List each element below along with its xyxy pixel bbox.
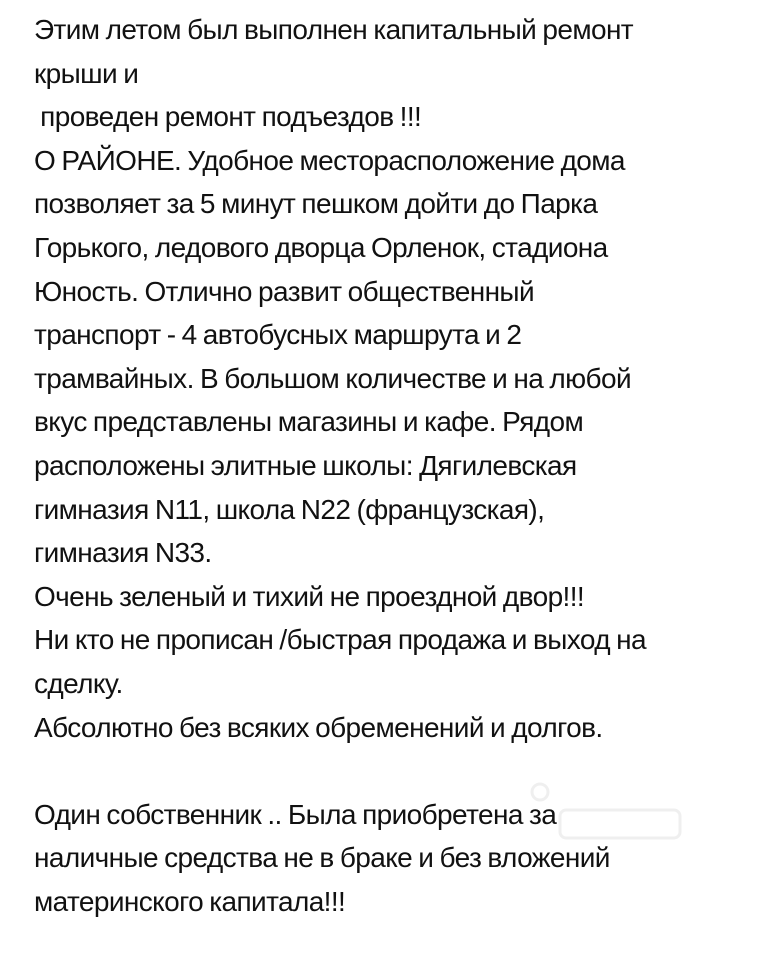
text-line: расположены элитные школы: Дягилевская <box>34 449 577 481</box>
text-line: гимназия N11, школа N22 (французская), <box>34 493 545 525</box>
text-line: Один собственник .. Была приобретена за <box>34 798 557 830</box>
text-line: вкус представлены магазины и кафе. Рядом <box>34 406 584 438</box>
text-line: трамвайных. В большом количестве и на любой <box>34 362 631 394</box>
faint-logo-watermark-icon <box>520 780 700 850</box>
text-line: Абсолютно без всяких обременений и долгов. <box>34 711 603 743</box>
text-line: Юность. Отлично развит общественный <box>34 275 535 307</box>
text-line: транспорт - 4 автобусных маршрута и 2 <box>34 319 522 351</box>
text-line: Этим летом был выполнен капитальный ремонт <box>34 14 634 45</box>
text-line: крыши и <box>34 57 139 89</box>
text-line: материнского капитала!!! <box>34 885 346 917</box>
text-line: гимназия N33. <box>34 537 212 569</box>
text-line: Горького, ледового дворца Орленок, стадиона <box>34 231 608 263</box>
text-line: О РАЙОНЕ. Удобное месторасположение дома <box>34 144 625 176</box>
text-line: Ни кто не прописан /быстрая продажа и выход на <box>34 624 646 656</box>
text-line: Очень зеленый и тихий не проездной двор!!! <box>34 580 585 612</box>
text-line: наличные средства не в браке и без вложений <box>34 842 610 874</box>
text-line: позволяет за 5 минут пешком дойти до Парка <box>34 188 598 220</box>
text-line: сделку. <box>34 667 123 699</box>
text-line: проведен ремонт подъездов !!! <box>34 101 422 133</box>
